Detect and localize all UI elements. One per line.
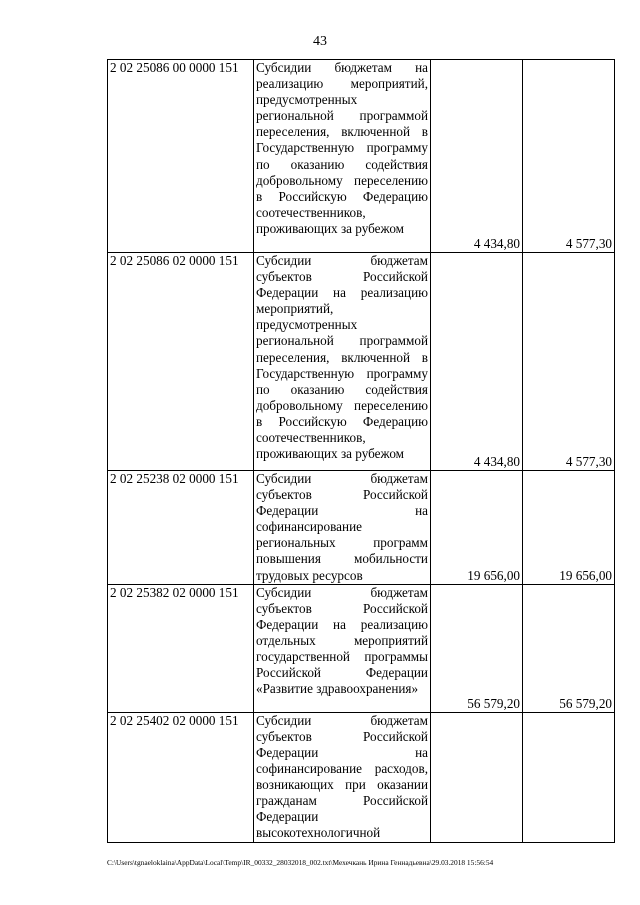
amount-second-year: 4 577,30 [523, 60, 615, 253]
budget-item-name: Субсидии бюджетам субъектов Российской Федерации на реализацию мероприятий, предусмотренных региональной программой переселения, включенной в Государственную программу по оказанию содействия добровольному переселению в Российскую Федерацию соотечественников, проживающих за рубежом [254, 253, 431, 471]
budget-code: 2 02 25238 02 0000 151 [108, 471, 254, 585]
amount-second-year: 56 579,20 [523, 584, 615, 712]
amount-second-year [523, 712, 615, 842]
budget-code: 2 02 25086 02 0000 151 [108, 253, 254, 471]
amount-first-year [431, 712, 523, 842]
budget-item-name: Субсидии бюджетам на реализацию мероприятий, предусмотренных региональной программой переселения, включенной в Государственную программу по оказанию содействия добровольному переселению в Российскую Федерацию соотечественников, проживающих за рубежом [254, 60, 431, 253]
amount-first-year: 56 579,20 [431, 584, 523, 712]
amount-first-year: 4 434,80 [431, 60, 523, 253]
amount-second-year: 4 577,30 [523, 253, 615, 471]
table-row [108, 60, 615, 253]
table-row [108, 712, 615, 842]
budget-item-name: Субсидии бюджетам субъектов Российской Федерации на реализацию отдельных мероприятий государственной программы Российской Федерации «Развитие здравоохранения» [254, 584, 431, 712]
amount-first-year: 19 656,00 [431, 471, 523, 585]
budget-item-name: Субсидии бюджетам субъектов Российской Федерации на софинансирование расходов, возникающих при оказании гражданам Российской Федерации высокотехнологичной [254, 712, 431, 842]
budget-item-name: Субсидии бюджетам субъектов Российской Федерации на софинансирование региональных программ повышения мобильности трудовых ресурсов [254, 471, 431, 585]
amount-first-year: 4 434,80 [431, 253, 523, 471]
budget-code: 2 02 25382 02 0000 151 [108, 584, 254, 712]
page-number: 43 [313, 34, 327, 49]
budget-code: 2 02 25402 02 0000 151 [108, 712, 254, 842]
table-row [108, 584, 615, 712]
budget-table [107, 59, 615, 843]
budget-code: 2 02 25086 00 0000 151 [108, 60, 254, 253]
table-row [108, 471, 615, 585]
document-footer-path: C:\Users\tgnaeloklaina\AppData\Local\Temp\IR_00332_28032018_002.txt\Мехечкань Ирина Геннадьевна\29.03.2018 15:56:54 [107, 858, 494, 867]
table-row [108, 253, 615, 471]
amount-second-year: 19 656,00 [523, 471, 615, 585]
